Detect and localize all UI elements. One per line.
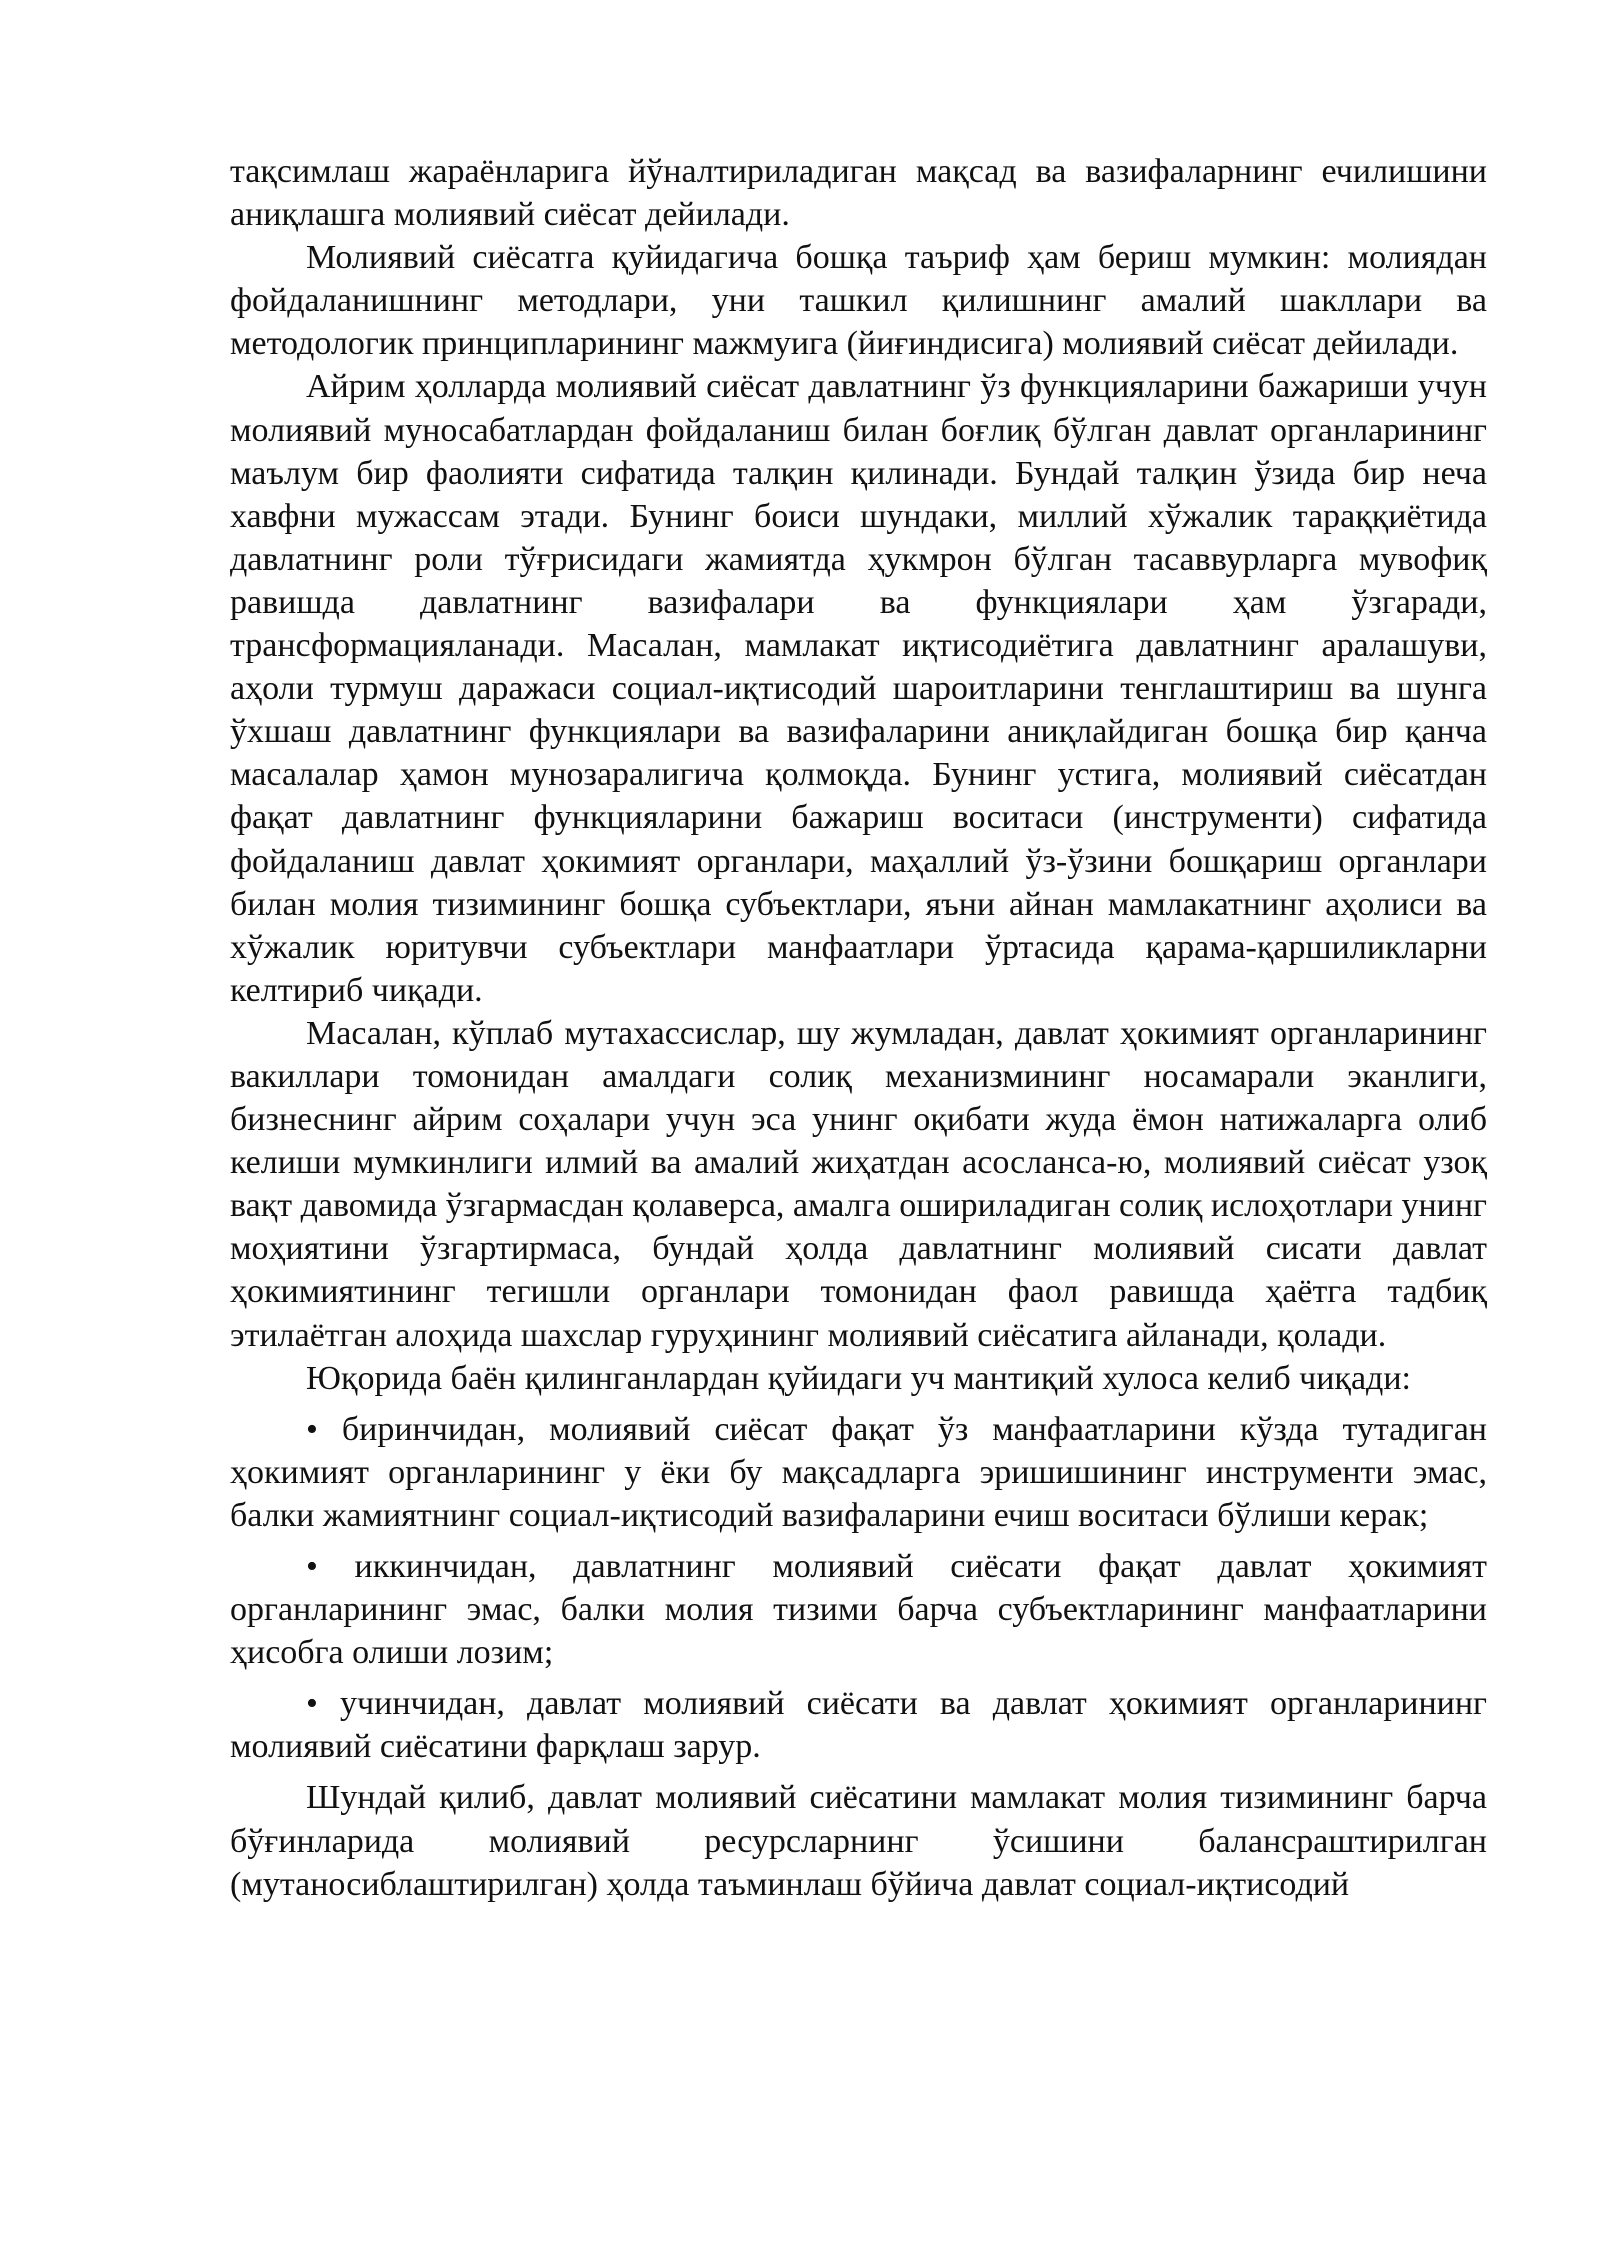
bullet-third: • учинчидан, давлат молиявий сиёсати ва давлат ҳокимият органларининг молиявий сиёсатини фарқлаш зарур. (230, 1685, 1487, 1766)
bullet-second: • иккинчидан, давлатнинг молиявий сиёсати фақат давлат ҳокимият органларининг эмас, балки молия тизими барча субъектларининг манфаатларини ҳисобга олиши лозим; (230, 1548, 1487, 1672)
paragraph-continuation: тақсимлаш жараёнларига йўналтириладиган мақсад ва вазифаларнинг ечилишини аниқлашга молиявий сиёсат дейилади. (230, 153, 1487, 234)
paragraph-conclusions-intro: Юқорида баён қилинганлардан қуйидаги уч мантиқий хулоса келиб чиқади: (306, 1359, 1411, 1397)
paragraph-alternative-definition: Молиявий сиёсатга қуйидагича бошқа таъриф ҳам бериш мумкин: молиядан фойдаланишнинг методлари, уни ташкил қилишнинг амалий шакллари ва методологик принципларининг мажмуига (йиғиндисига) молиявий сиёсат дейилади. (230, 239, 1487, 363)
body-text (230, 150, 1487, 1906)
bullet-first: • биринчидан, молиявий сиёсат фақат ўз манфаатларини кўзда тутадиган ҳокимият органларининг у ёки бу мақсадларга эришишининг инструменти эмас, балки жамиятнинг социал-иқтисодий вазифаларини ечиш воситаси бўлиши керак; (230, 1410, 1487, 1534)
paragraph-interpretation: Айрим ҳолларда молиявий сиёсат давлатнинг ўз функцияларини бажариши учун молиявий муносабатлардан фойдаланиш билан боғлиқ бўлган давлат органларининг маълум бир фаолияти сифатида талқин қилинади. Бундай талқин ўзида бир неча хавфни мужассам этади. Бунинг боиси шундаки, миллий хўжалик тараққиётида давлатнинг роли тўғрисидаги жамиятда ҳукмрон бўлган тасаввурларга мувофиқ равишда давлатнинг вазифалари ва функциялари ҳам ўзгаради, трансформацияланади. Масалан, мамлакат иқтисодиётига давлатнинг аралашуви, аҳоли турмуш даражаси социал-иқтисодий шароитларини тенглаштириш ва шунга ўхшаш давлатнинг функциялари ва вазифаларини аниқлайдиган бошқа бир қанча масалалар ҳамон мунозаралигича қолмоқда. Бунинг устига, молиявий сиёсатдан фақат давлатнинг функцияларини бажариш воситаси (инструменти) сифатида фойдаланиш давлат ҳокимият органлари, маҳаллий ўз-ўзини бошқариш органлари билан молия тизимининг бошқа субъектлари, яъни айнан мамлакатнинг аҳолиси ва хўжалик юритувчи субъектлари манфаатлари ўртасида қарама-қаршиликларни келтириб чиқади. (230, 368, 1487, 1009)
paragraph-closing: Шундай қилиб, давлат молиявий сиёсатини мамлакат молия тизимининг барча бўғинларида молиявий ресурсларнинг ўсишини балансраштирилган (мутаносиблаштирилган) ҳолда таъминлаш бўйича давлат социал-иқтисодий (230, 1779, 1487, 1903)
paragraph-example: Масалан, кўплаб мутахассислар, шу жумладан, давлат ҳокимият органларининг вакиллари томонидан амалдаги солиқ механизмининг носамарали эканлиги, бизнеснинг айрим соҳалари учун эса унинг оқибати жуда ёмон натижаларга олиб келиши мумкинлиги илмий ва амалий жиҳатдан асосланса-ю, молиявий сиёсат узоқ вақт давомида ўзгармасдан қолаверса, амалга ошириладиган солиқ ислоҳотлари унинг моҳиятини ўзгартирмаса, бундай ҳолда давлатнинг молиявий сисати давлат ҳокимиятининг тегишли органлари томонидан фаол равишда ҳаётга тадбиқ этилаётган алоҳида шахслар гуруҳининг молиявий сиёсатига айланади, қолади. (230, 1014, 1487, 1354)
